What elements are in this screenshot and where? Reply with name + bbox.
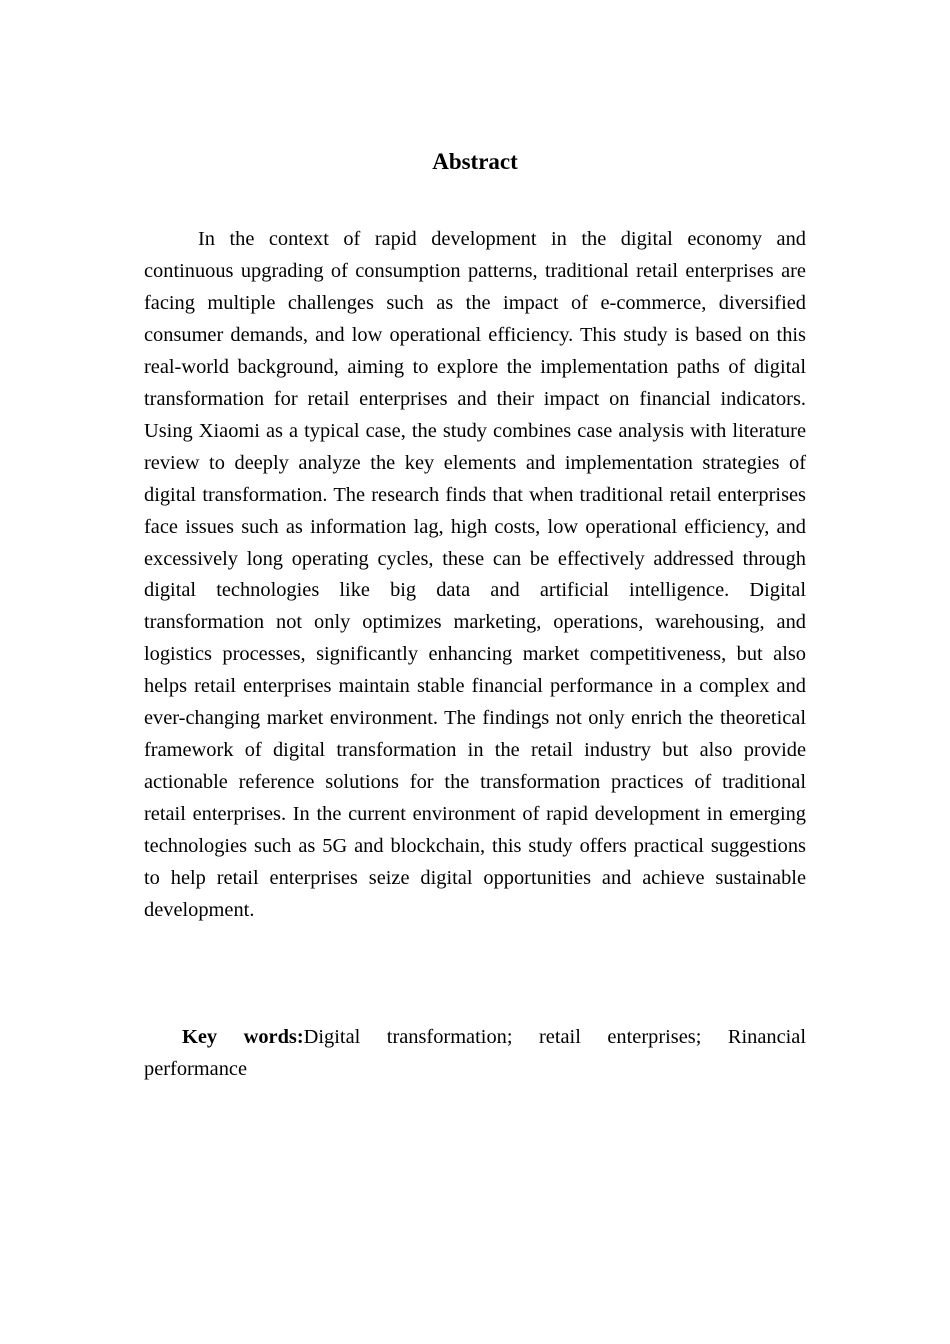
abstract-body: In the context of rapid development in the digital economy and continuous upgrading of consumption patterns, traditional retail enterprises are facing multiple challenges such as the impact of e-commerce, diversified consumer demands, and low operational efficiency. This study is based on this real-world background, aiming to explore the implementation paths of digital transformation for retail enterprises and their impact on financial indicators. Using Xiaomi as a typical case, the study combines case analysis with literature review to deeply analyze the key elements and implementation strategies of digital transformation. The research finds that when traditional retail enterprises face issues such as information lag, high costs, low operational efficiency, and excessively long operating cycles, these can be effectively addressed through digital technologies like big data and artificial intelligence. Digital transformation not only optimizes marketing, operations, warehousing, and logistics processes, significantly enhancing market competitiveness, but also helps retail enterprises maintain stable financial performance in a complex and ever-changing market environment. The findings not only enrich the theoretical framework of digital transformation in the retail industry but also provide actionable reference solutions for the transformation practices of traditional retail enterprises. In the current environment of rapid development in emerging technologies such as 5G and blockchain, this study offers practical suggestions to help retail enterprises seize digital opportunities and achieve sustainable development. xyxy=(144,228,806,922)
keywords-label: Key words: xyxy=(182,1026,304,1048)
keywords-text: Digital transformation; retail enterprises; Rinancial performance xyxy=(144,1026,806,1080)
abstract-title: Abstract xyxy=(432,149,518,174)
keywords-paragraph xyxy=(144,1022,806,1086)
